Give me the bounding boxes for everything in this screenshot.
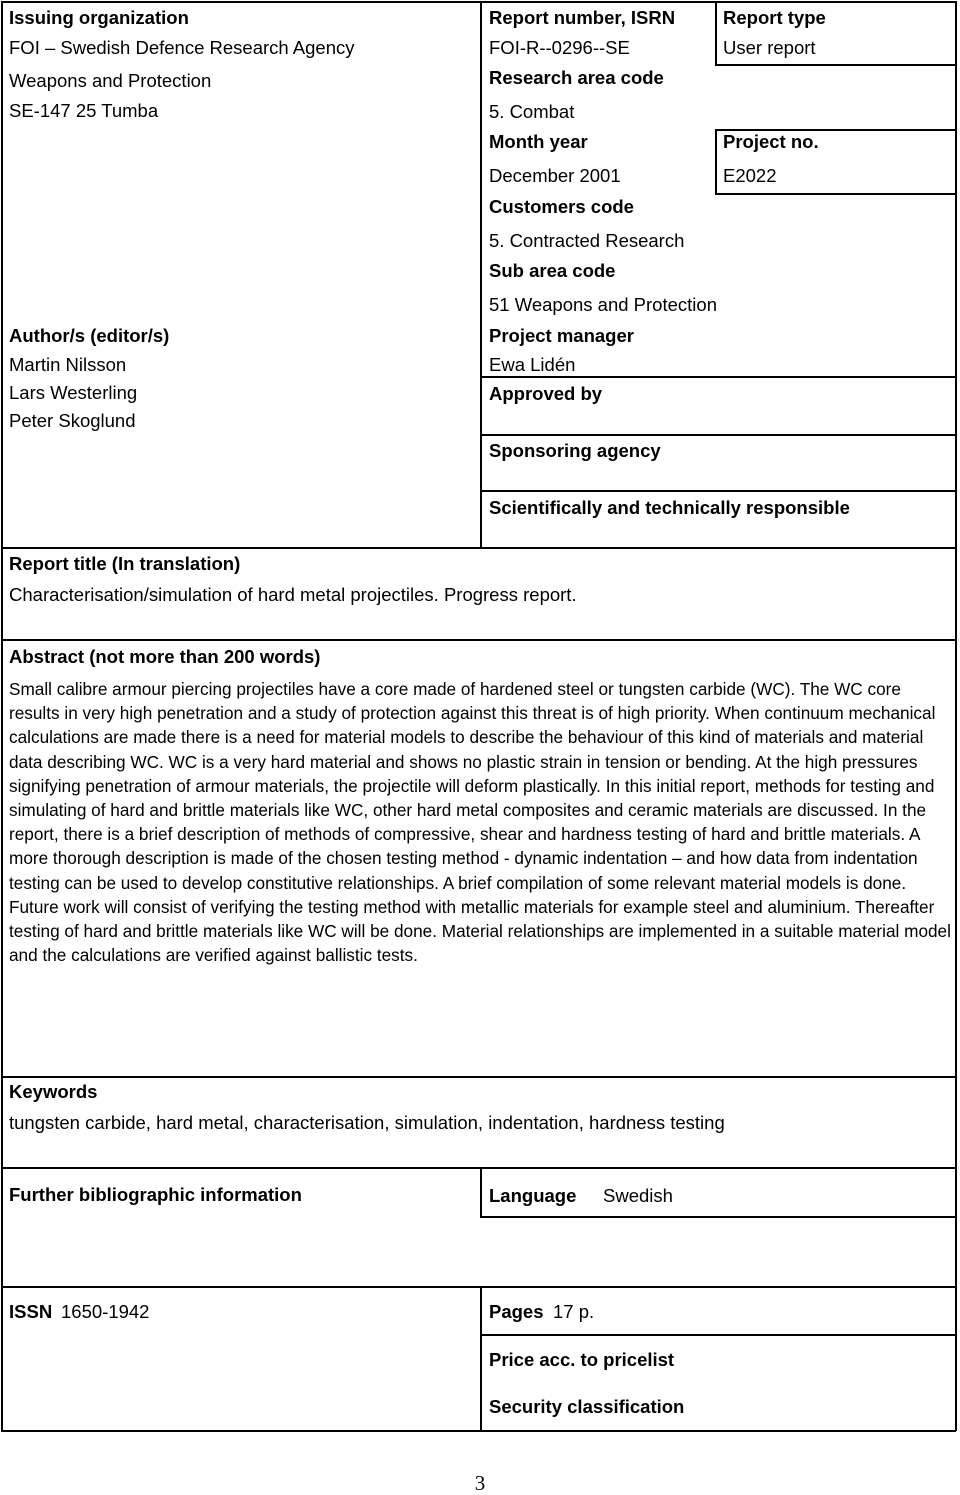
keywords-label: Keywords — [9, 1081, 98, 1102]
divider-h-pages — [480, 1334, 956, 1336]
authors-label: Author/s (editor/s) — [9, 325, 170, 346]
issuing-org-line: Weapons and Protection — [9, 70, 212, 91]
divider-h-issn — [1, 1286, 956, 1288]
issn-value: 1650-1942 — [61, 1301, 150, 1322]
research-area-value: 5. Combat — [489, 101, 575, 122]
table-border-bottom — [1, 1430, 956, 1432]
sub-area-label: Sub area code — [489, 260, 616, 281]
author-name: Peter Skoglund — [9, 410, 136, 431]
issuing-org-label: Issuing organization — [9, 7, 189, 28]
issuing-org-line: FOI – Swedish Defence Research Agency — [9, 37, 355, 58]
abstract-label: Abstract (not more than 200 words) — [9, 646, 321, 667]
issn-label: ISSN — [9, 1301, 53, 1322]
divider-h-approved — [480, 376, 956, 378]
page-number: 3 — [474, 1471, 486, 1495]
report-title-label: Report title (In translation) — [9, 553, 241, 574]
month-year-value: December 2001 — [489, 165, 621, 186]
project-manager-value: Ewa Lidén — [489, 354, 576, 375]
customers-code-value: 5. Contracted Research — [489, 230, 685, 251]
report-type-label: Report type — [723, 7, 826, 28]
abstract-text: Small calibre armour piercing projectiles have a core made of hardened steel or tungsten carbide (WC). The WC core results in very high penetration and a study of protection against this threat is of high priority. When continuum mechanical calculations are made there is a need for material models to describe the behaviour of this kind of materials and material data describing WC. WC is a very hard material and shows no plastic strain in tension or bending. At the high pressures signifying penetration of armour materials, the projectile will deform plastically. In this initial report, methods for testing and simulating of hard and brittle materials like WC, other hard metal composites and ceramic materials are discussed. In the report, there is a brief description of methods of compressive, shear and hardness testing of hard and brittle materials. A more thorough description is made of the chosen testing method - dynamic indentation – and how data from indentation testing can be used to develop constitutive relationships. A brief compilation of some relevant material models is done. Future work will consist of verifying the testing method with metallic materials for example steel and aluminium. Thereafter testing of hard and brittle materials like WC will be done. Material relationships are implemented in a suitable material model and the calculations are verified against ballistic tests. — [9, 679, 951, 966]
divider-h-title — [1, 547, 956, 549]
report-title-value: Characterisation/simulation of hard metal projectiles. Progress report. — [9, 584, 577, 605]
divider-col-main — [480, 1, 482, 548]
customers-code-label: Customers code — [489, 196, 634, 217]
report-number-label: Report number, ISRN — [489, 7, 676, 28]
sub-area-value: 51 Weapons and Protection — [489, 294, 717, 315]
divider-h-project-bottom — [715, 193, 956, 195]
language-label: Language — [489, 1185, 577, 1206]
project-no-value: E2022 — [723, 165, 777, 186]
project-no-label: Project no. — [723, 131, 819, 152]
approved-by-label: Approved by — [489, 383, 603, 404]
security-label: Security classification — [489, 1396, 685, 1417]
pages-value: 17 p. — [553, 1301, 595, 1322]
report-number-value: FOI-R--0296--SE — [489, 37, 630, 58]
author-name: Martin Nilsson — [9, 354, 127, 375]
divider-h-language — [480, 1216, 956, 1218]
author-name: Lars Westerling — [9, 382, 138, 403]
project-manager-label: Project manager — [489, 325, 634, 346]
table-border-left — [1, 1, 3, 1431]
responsible-label: Scientifically and technically responsible — [489, 497, 850, 518]
divider-h-keywords — [1, 1076, 956, 1078]
divider-h-biblio — [1, 1167, 956, 1169]
divider-col-pages — [480, 1286, 482, 1431]
price-label: Price acc. to pricelist — [489, 1349, 675, 1370]
table-border-top — [1, 1, 956, 3]
biblio-label: Further bibliographic information — [9, 1184, 302, 1205]
sponsoring-agency-label: Sponsoring agency — [489, 440, 661, 461]
divider-col-type — [715, 1, 717, 65]
month-year-label: Month year — [489, 131, 588, 152]
abstract-body — [9, 677, 954, 967]
divider-h-sponsoring — [480, 434, 956, 436]
divider-h-abstract — [1, 639, 956, 641]
research-area-label: Research area code — [489, 67, 664, 88]
language-value: Swedish — [603, 1185, 673, 1206]
keywords-value: tungsten carbide, hard metal, characterisation, simulation, indentation, hardness testing — [9, 1112, 725, 1133]
pages-label: Pages — [489, 1301, 544, 1322]
issuing-org-line: SE-147 25 Tumba — [9, 100, 159, 121]
report-type-value: User report — [723, 37, 816, 58]
divider-h-report-type — [715, 64, 956, 66]
divider-h-responsible — [480, 490, 956, 492]
divider-col-language — [480, 1167, 482, 1217]
divider-col-project — [715, 129, 717, 193]
